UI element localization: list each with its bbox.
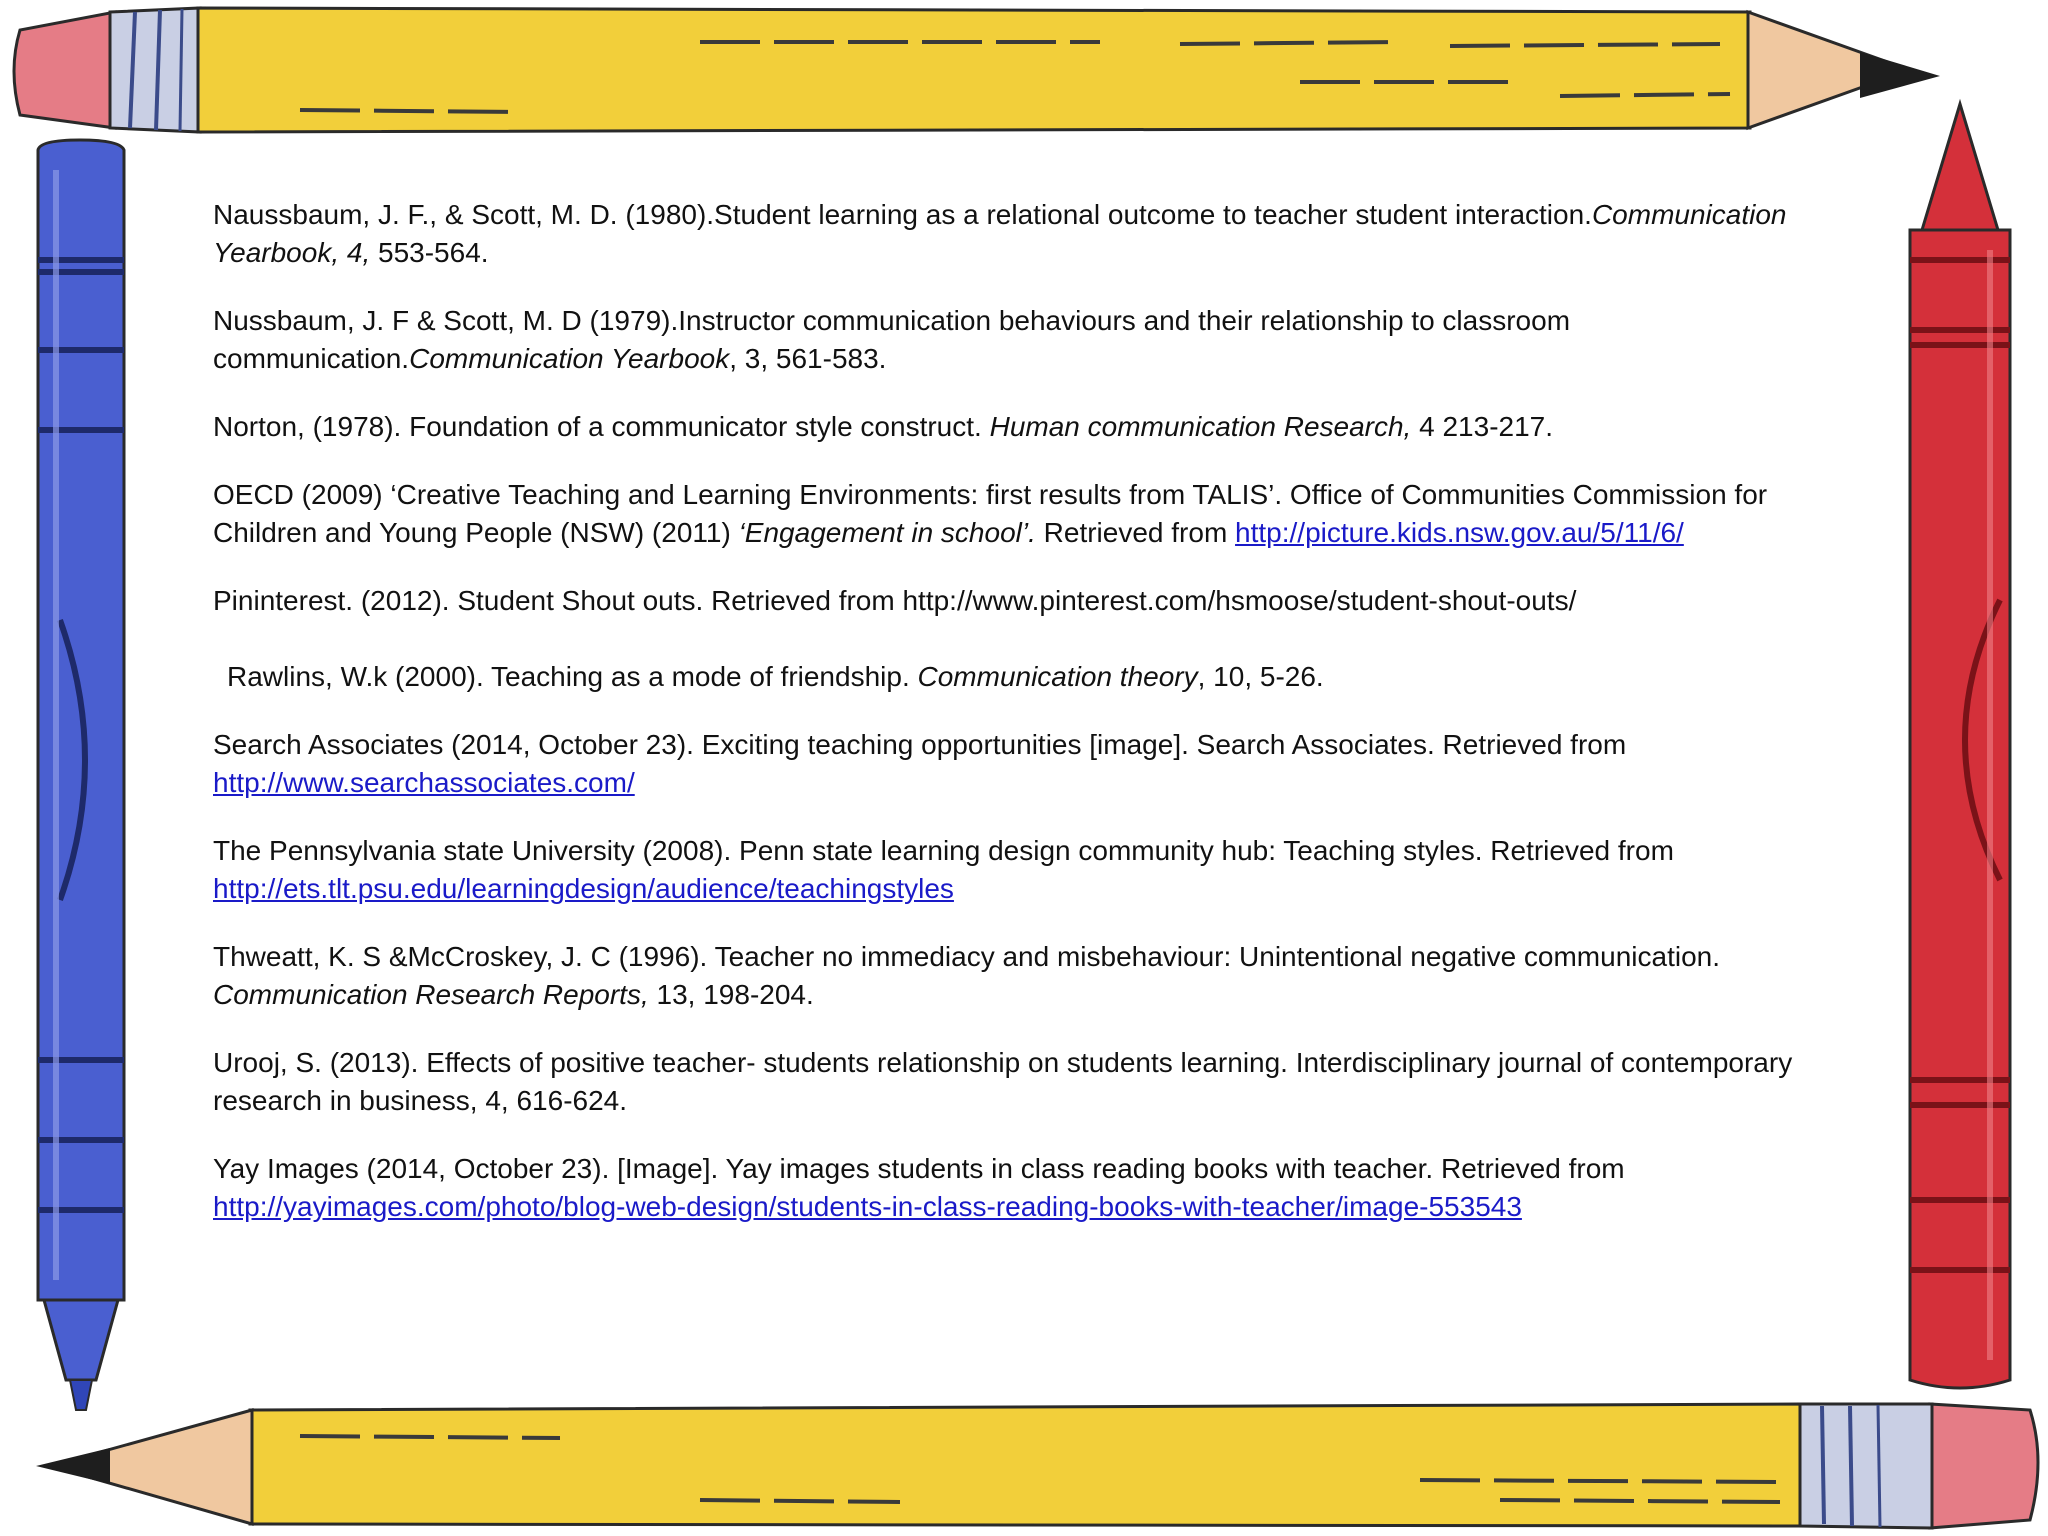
reference-entry <box>213 832 1863 908</box>
reference-title-italic: Communication theory <box>917 661 1198 692</box>
reference-text: Search Associates (2014, October 23). Exciting teaching opportunities [image]. Search Associates. Retrieved from <box>213 729 1627 760</box>
reference-text: Yay Images (2014, October 23). [Image]. Yay images students in class reading books with teacher. Retrieved from <box>213 1153 1625 1184</box>
reference-text: , 3, 561-583. <box>729 343 887 374</box>
reference-link[interactable]: http://www.searchassociates.com/ <box>213 767 635 798</box>
red-crayon-illustration <box>1910 104 2010 1388</box>
reference-text: Retrieved from <box>1035 517 1236 548</box>
reference-text: Rawlins, W.k (2000). Teaching as a mode of friendship. <box>227 661 918 692</box>
reference-text: Nussbaum, J. F & Scott, M. D (1979).Instructor communication behaviours and their relationship to classroom communication. <box>213 305 1571 374</box>
reference-entry <box>213 658 1863 696</box>
reference-text: , 10, 5-26. <box>1197 661 1324 692</box>
reference-text: Pininterest. (2012). Student Shout outs. Retrieved from http://www.pinterest.com/hsmoose/student-shout-outs/ <box>213 585 1577 616</box>
top-pencil-illustration <box>14 8 1940 132</box>
reference-entry <box>213 408 1863 446</box>
reference-text: Urooj, S. (2013). Effects of positive teacher- students relationship on students learning. Interdisciplinary journal of contemporary research in business, 4, 616-624. <box>213 1047 1793 1116</box>
reference-text: 4 213-217. <box>1411 411 1554 442</box>
reference-text: Thweatt, K. S &McCroskey, J. C (1996). Teacher no immediacy and misbehaviour: Unintentional negative communication. <box>213 941 1720 972</box>
reference-entry <box>213 582 1863 620</box>
reference-text: OECD (2009) ‘Creative Teaching and Learning Environments: first results from TALIS’. Office of Communities Commission for Children and Young People (NSW) (2011) <box>213 479 1768 548</box>
reference-entry <box>213 1150 1863 1226</box>
reference-text: 13, 198-204. <box>648 979 814 1010</box>
reference-title-italic: Human communication Research, <box>989 411 1412 442</box>
reference-entry <box>213 302 1863 378</box>
reference-link[interactable]: http://yayimages.com/photo/blog-web-design/students-in-class-reading-books-with-teacher/image-553543 <box>213 1191 1522 1222</box>
reference-list <box>213 196 1863 1256</box>
reference-entry <box>213 726 1863 802</box>
reference-text: Norton, (1978). Foundation of a communicator style construct. <box>213 411 990 442</box>
reference-entry <box>213 1044 1863 1120</box>
bottom-pencil-illustration <box>36 1404 2038 1528</box>
reference-entry <box>213 938 1863 1014</box>
reference-title-italic: Communication Research Reports, <box>213 979 649 1010</box>
reference-text: The Pennsylvania state University (2008). Penn state learning design community hub: Teaching styles. Retrieved from <box>213 835 1674 866</box>
reference-text: Naussbaum, J. F., & Scott, M. D. (1980).Student learning as a relational outcome to teacher student interaction. <box>213 199 1592 230</box>
reference-title-italic: Communication Yearbook <box>409 343 730 374</box>
reference-link[interactable]: http://ets.tlt.psu.edu/learningdesign/audience/teachingstyles <box>213 873 954 904</box>
reference-entry <box>213 476 1863 552</box>
reference-entry <box>213 196 1863 272</box>
reference-title-italic: ‘Engagement in school’. <box>738 517 1036 548</box>
reference-text: 553-564. <box>370 237 489 268</box>
blue-crayon-illustration <box>38 140 124 1410</box>
reference-link[interactable]: http://picture.kids.nsw.gov.au/5/11/6/ <box>1235 517 1684 548</box>
reference-title-italic: Communication Yearbook, 4, <box>213 199 1787 268</box>
